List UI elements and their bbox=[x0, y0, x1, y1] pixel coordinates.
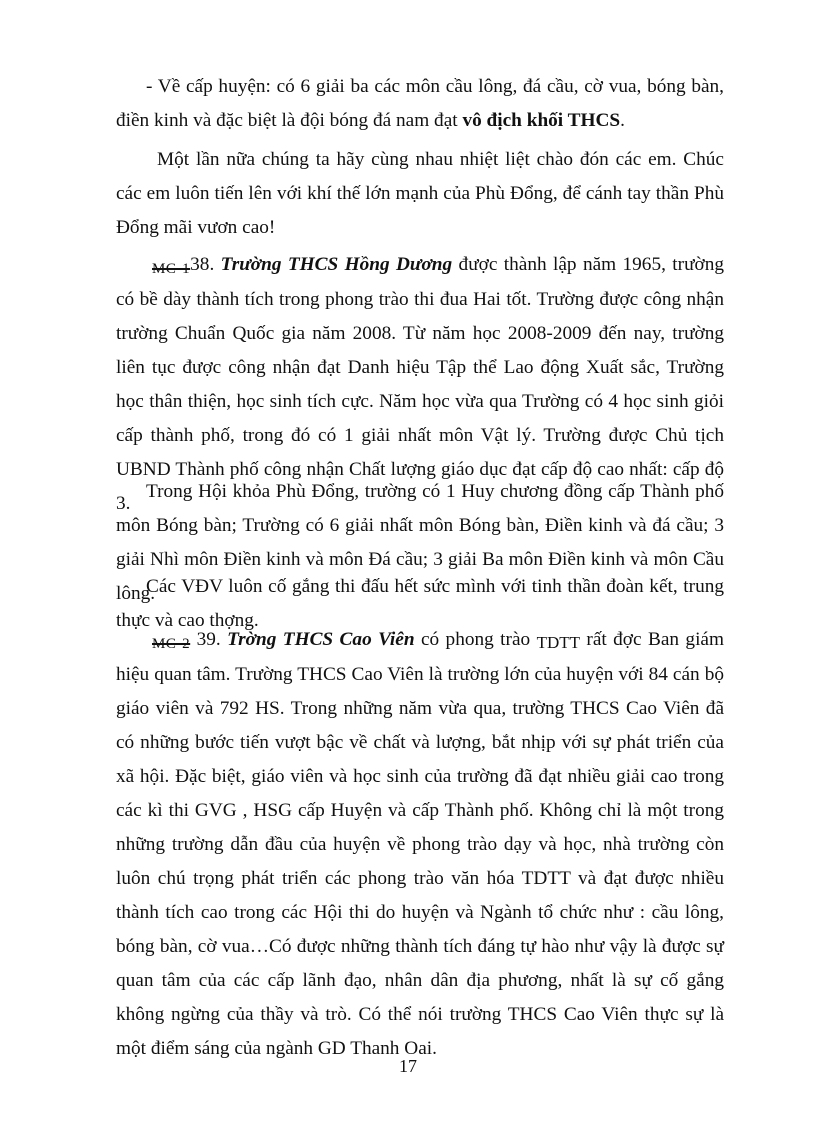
district-champion-bold: vô địch khối THCS bbox=[462, 110, 621, 131]
mc-1-marker: MC 1 bbox=[152, 261, 191, 277]
page-number: 17 bbox=[399, 1056, 417, 1076]
mc-2-marker: MC 2 bbox=[152, 636, 191, 652]
district-awards-paragraph bbox=[116, 70, 724, 138]
item-38-number: 38. bbox=[190, 254, 221, 275]
cao-vien-paragraph bbox=[116, 623, 724, 1066]
hong-duong-title: Trường THCS Hồng Dương bbox=[220, 254, 453, 275]
district-awards-text: - Về cấp huyện: có 6 giải ba các môn cầu lông, đá cầu, cờ vua, bóng bàn, điền kinh và đặc biệt là đội bóng đá nam đạt bbox=[116, 76, 724, 131]
cao-vien-text-1: có phong trào bbox=[414, 629, 537, 650]
district-awards-end: . bbox=[620, 110, 625, 131]
welcome-paragraph: Một lần nữa chúng ta hãy cùng nhau nhiệt liệt chào đón các em. Chúc các em luôn tiến lên với khí thế lớn mạnh của Phù Đổng, để cánh tay thần Phù Đổng mãi vươn cao! bbox=[116, 149, 724, 238]
item-39-number: 39. bbox=[190, 629, 228, 650]
phu-dong-awards-paragraph: Trong Hội khỏa Phù Đổng, trường có 1 Huy chương đồng cấp Thành phố môn Bóng bàn; Trường có 6 giải nhất môn Bóng bàn, Điền kinh và đá cầu; 3 giải Nhì môn Điền kinh và môn Đá cầu; 3 giải Ba môn Điền kinh và môn Cầu lông. bbox=[116, 481, 724, 604]
hong-duong-text: được thành lập năm 1965, trường có bề dày thành tích trong phong trào thi đua Hai tốt. Trường được công nhận trường Chuẩn Quốc gia năm 2008. Từ năm học 2008-2009 đến nay, trường liên tục được công nhận đạt Danh hiệu Tập thể Lao động Xuất sắc, Trường học thân thiện, học sinh tích cực. Năm học vừa qua Trường có 4 học sinh giỏi cấp thành phố, trong đó có 1 giải nhất môn Vật lý. Trường được Chủ tịch UBND Thành phố công nhận Chất lượng giáo dục đạt cấp độ cao nhất: cấp độ 3. bbox=[116, 254, 724, 514]
cao-vien-title: Trờng THCS Cao Viên bbox=[227, 629, 415, 650]
cao-vien-text-2: rất đợc Ban giám hiệu quan tâm. Trường THCS Cao Viên là trường lớn của huyện với 84 cán bộ giáo viên và 792 HS. Trong những năm vừa qua, trường THCS Cao Viên đã có những bước tiến vượt bậc về chất và lượng, bắt nhịp với sự phát triển của xã hội. Đặc biệt, giáo viên và học sinh của trường đã đạt nhiều giải cao trong các kì thi GVG , HSG cấp Huyện và cấp Thành phố. Không chỉ là một trong những trường dẫn đầu của huyện về phong trào dạy và học, nhà trường còn luôn chú trọng phát triển các phong trào văn hóa TDTT và đạt được nhiều thành tích cao trong các Hội thi do huyện và Ngành tổ chức như : cầu lông, bóng bàn, cờ vua…Có được những thành tích đáng tự hào như vậy là được sự quan tâm của các cấp lãnh đạo, nhân dân địa phương, nhất là sự cố gắng không ngừng của thầy và trò. Có thể nói trường THCS Cao Viên thực sự là một điểm sáng của ngành GD Thanh Oai. bbox=[116, 629, 724, 1059]
athletes-paragraph: Các VĐV luôn cố gắng thi đấu hết sức mình với tinh thần đoàn kết, trung thực và cao thợng. bbox=[116, 576, 724, 631]
tdtt-label: TDTT bbox=[536, 633, 580, 652]
